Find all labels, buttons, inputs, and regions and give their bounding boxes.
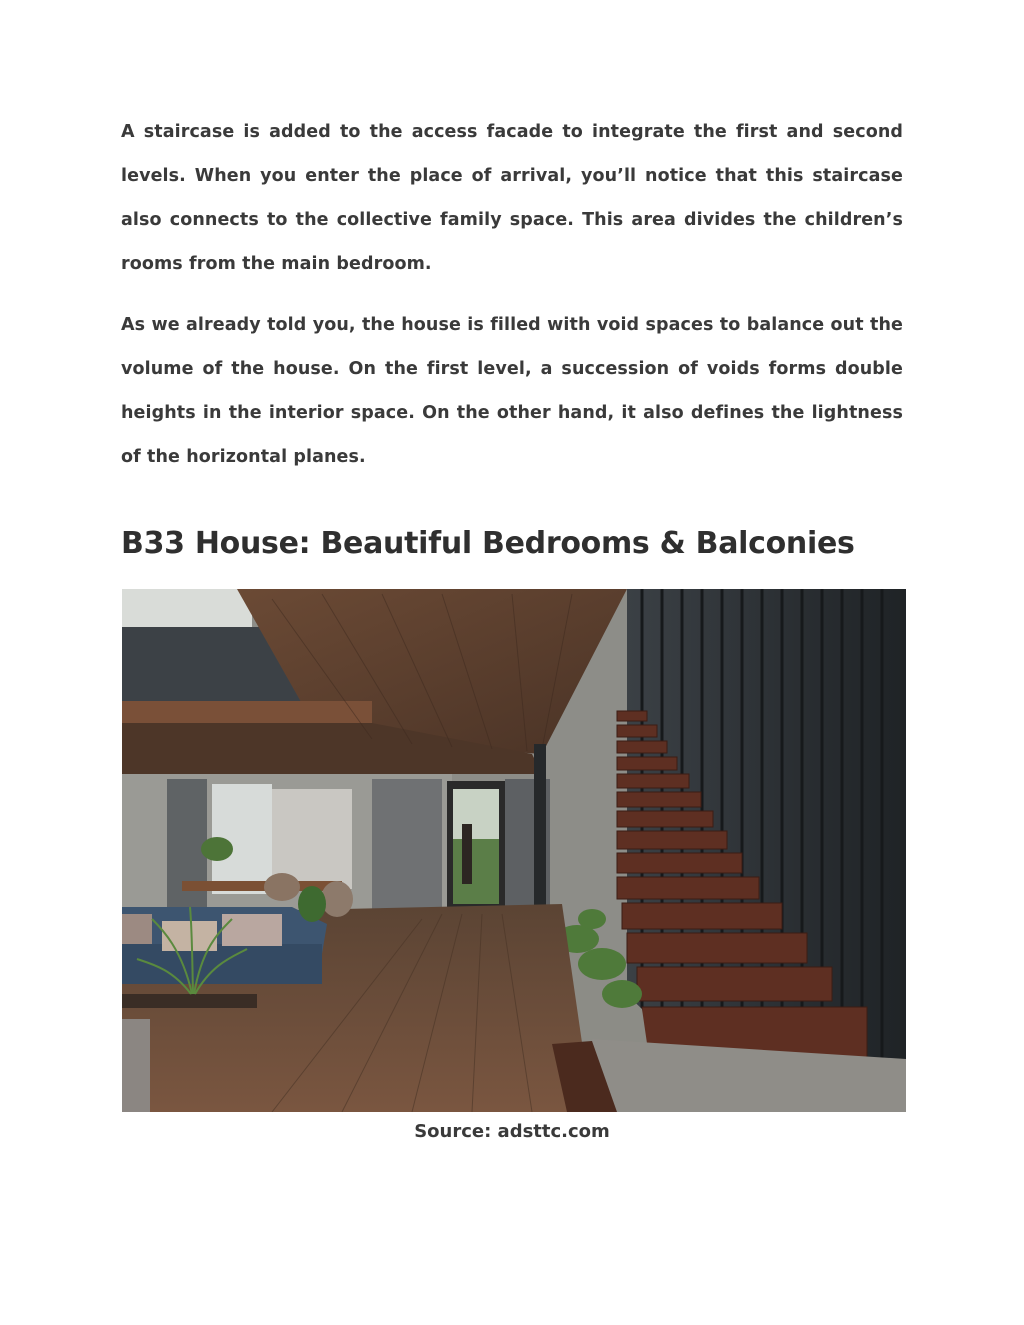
section-heading: B33 House: Beautiful Bedrooms & Balconies	[121, 526, 855, 561]
figure-caption: Source: adsttc.com	[414, 1121, 610, 1142]
paragraph-void-spaces: As we already told you, the house is filled with void spaces to balance out the volume of the house. On the first level, a succession of voids forms double heights in the interior space. On the other hand, it also defines the lightness of the horizontal planes.	[121, 315, 903, 467]
paragraph-staircase: A staircase is added to the access facade to integrate the first and second levels. When you enter the place of arrival, you’ll notice that this staircase also connects to the collective family space. This area divides the children’s rooms from the main bedroom.	[121, 122, 903, 274]
interior-photo	[122, 589, 906, 1112]
